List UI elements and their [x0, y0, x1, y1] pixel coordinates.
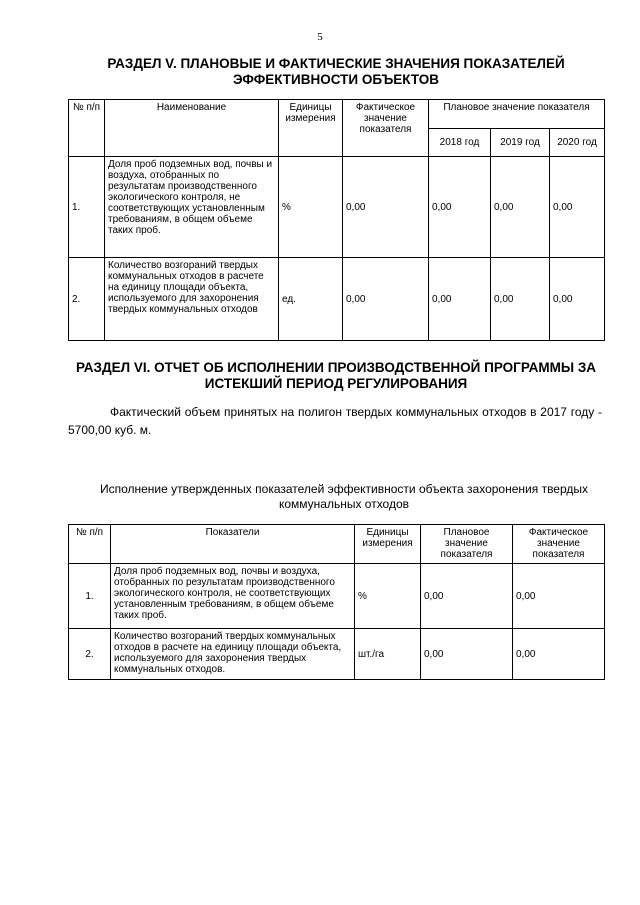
table-row: [69, 629, 605, 680]
page-number: 5: [317, 31, 323, 43]
row-actual: 0,00: [513, 564, 605, 629]
row-name: Доля проб подземных вод, почвы и воздуха, отобранных по результатам производственного экологического контроля, не соответствующих установленным требованиям, в общем объеме таких проб.: [111, 564, 355, 629]
row-plan-2018: 0,00: [429, 157, 491, 258]
section-6-paragraph: Фактический объем принятых на полигон твердых коммунальных отходов в 2017 году - 5700,00 куб. м.: [68, 405, 602, 437]
header-planned: Плановое значение показателя: [421, 525, 513, 564]
header-year-2020: 2020 год: [550, 128, 605, 157]
row-unit: шт./га: [355, 629, 421, 680]
table-header-row: [69, 100, 605, 129]
table-header-row: [69, 525, 605, 564]
row-planned: 0,00: [421, 564, 513, 629]
row-unit: %: [279, 157, 343, 258]
table-row: [69, 564, 605, 629]
row-num: 2.: [69, 629, 111, 680]
section-5-table: [68, 99, 605, 341]
header-name: Наименование: [105, 100, 279, 157]
row-name: Количество возгораний твердых коммунальных отходов в расчете на единицу площади объекта, используемого для захоронения твердых коммунальных отходов.: [111, 629, 355, 680]
header-year-2019: 2019 год: [491, 128, 550, 157]
row-plan-2019: 0,00: [491, 157, 550, 258]
row-name: Количество возгораний твердых коммунальных отходов в расчете на единицу площади объекта, используемого для захоронения твердых коммунальных отходов: [105, 258, 279, 341]
row-plan-2020: 0,00: [550, 258, 605, 341]
header-actual: Фактическое значение показателя: [513, 525, 605, 564]
header-name: Показатели: [111, 525, 355, 564]
section-5-title: РАЗДЕЛ V. ПЛАНОВЫЕ И ФАКТИЧЕСКИЕ ЗНАЧЕНИЯ ПОКАЗАТЕЛЕЙ ЭФФЕКТИВНОСТИ ОБЪЕКТОВ: [107, 56, 565, 87]
row-planned: 0,00: [421, 629, 513, 680]
row-num: 1.: [69, 157, 105, 258]
header-unit: Единицы измерения: [279, 100, 343, 157]
table-row: [69, 157, 605, 258]
header-actual: Фактическое значение показателя: [343, 100, 429, 157]
row-plan-2020: 0,00: [550, 157, 605, 258]
section-6-title: РАЗДЕЛ VI. ОТЧЕТ ОБ ИСПОЛНЕНИИ ПРОИЗВОДСТВЕННОЙ ПРОГРАММЫ ЗА ИСТЕКШИЙ ПЕРИОД РЕГУЛИРОВАНИЯ: [75, 360, 597, 391]
row-plan-2018: 0,00: [429, 258, 491, 341]
section-6-subtitle: Исполнение утвержденных показателей эффективности объекта захоронения твердых коммунальных отходов: [99, 482, 589, 511]
row-plan-2019: 0,00: [491, 258, 550, 341]
section-6-table: [68, 524, 605, 680]
row-actual: 0,00: [343, 258, 429, 341]
row-name: Доля проб подземных вод, почвы и воздуха, отобранных по результатам производственного экологического контроля, не соответствующих установленным требованиям, в общем объеме таких проб.: [105, 157, 279, 258]
header-num: № п/п: [69, 100, 105, 157]
row-num: 1.: [69, 564, 111, 629]
row-num: 2.: [69, 258, 105, 341]
header-year-2018: 2018 год: [429, 128, 491, 157]
header-unit: Единицы измерения: [355, 525, 421, 564]
row-actual: 0,00: [343, 157, 429, 258]
row-unit: ед.: [279, 258, 343, 341]
row-actual: 0,00: [513, 629, 605, 680]
row-unit: %: [355, 564, 421, 629]
header-num: № п/п: [69, 525, 111, 564]
header-planned: Плановое значение показателя: [429, 100, 605, 129]
table-row: [69, 258, 605, 341]
